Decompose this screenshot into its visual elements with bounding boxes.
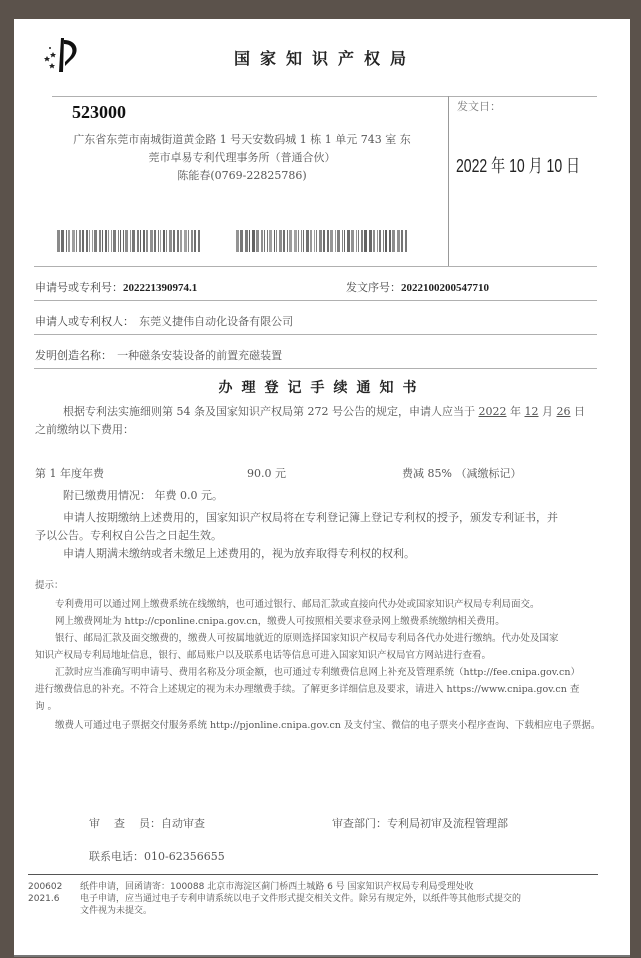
barcode-bar (61, 230, 64, 252)
barcode-bar (267, 230, 268, 252)
barcode-bar (105, 230, 107, 252)
cnipa-logo-icon (41, 34, 91, 74)
barcode-bar (401, 230, 403, 252)
barcode-bar (236, 230, 239, 252)
tip-5: 缴费人可通过电子票据交付服务系统 http://pjonline.cnipa.gov.cn 及支付宝、微信的电子票夹小程序查询、下载相应电子票据。 (55, 720, 601, 731)
row-divider (34, 300, 597, 301)
barcode-bar (306, 230, 309, 252)
barcode-bar (86, 230, 88, 252)
barcode-bar (99, 230, 101, 252)
year-char: 年 (506, 405, 525, 418)
barcode-bar (130, 230, 131, 252)
barcode-bar (194, 230, 196, 252)
barcode-bar (274, 230, 275, 252)
barcode-bar (298, 230, 299, 252)
application-number-row (35, 276, 197, 295)
barcode-bar (289, 230, 292, 252)
barcode-bar (188, 230, 189, 252)
barcode-bar (123, 230, 124, 252)
barcode-bar (198, 230, 200, 252)
barcode-bar (373, 230, 375, 252)
barcode-bar (279, 230, 282, 252)
barcode-bar (405, 230, 407, 252)
barcode-bar (256, 230, 259, 252)
serial-number-label: 发文序号： (346, 281, 401, 294)
paragraph-2: 申请人期满未缴纳或者未缴足上述费用的，视为放弃取得专利权的权利。 (63, 547, 415, 560)
footer-line-2: 电子申请，应当通过电子专利申请系统以电子文件形式提交相关文件。除另有规定外，以纸件等其他形式提交的 (80, 894, 522, 904)
row-divider (34, 334, 597, 335)
barcode-bar (154, 230, 156, 252)
barcode-bar (287, 230, 288, 252)
barcode-bar (76, 230, 77, 252)
fee-item: 第 1 年度年费 (35, 467, 104, 480)
barcode-bar (249, 230, 250, 252)
barcode-bar (351, 230, 354, 252)
barcode-bar (301, 230, 302, 252)
fee-reduction: 费减 85% （减缴标记） (402, 467, 522, 480)
barcode-bar (245, 230, 248, 252)
barcode-bar (158, 230, 159, 252)
barcode-bar (132, 230, 135, 252)
barcode-bar (294, 230, 297, 252)
phone-row (89, 848, 225, 866)
barcode-bar (369, 230, 372, 252)
barcode-bar (79, 230, 81, 252)
barcode-bar (314, 230, 315, 252)
application-number: 202221390974.1 (123, 282, 198, 294)
barcode-bar (337, 230, 340, 252)
invention-title: 一种磁条安装设备的前置充磁装置 (117, 349, 283, 362)
postcode: 523000 (72, 102, 126, 122)
barcode-bar (160, 230, 161, 252)
due-day: 26 (556, 405, 571, 418)
form-version: 2021.6 (28, 894, 60, 904)
barcode-bar (264, 230, 265, 252)
header-divider (52, 96, 597, 97)
barcode-bar (335, 230, 336, 252)
issue-date-label: 发文日： (457, 100, 501, 113)
application-number-label: 申请号或专利号： (35, 281, 123, 294)
barcode-bar (125, 230, 128, 252)
barcode-bar (72, 230, 75, 252)
tip-1: 专利费用可以通过网上缴费系统在线缴纳，也可通过银行、邮局汇款或直接向代办处或国家知识产权局专利局面交。 (55, 599, 540, 610)
barcode-bar (118, 230, 119, 252)
footer-text (80, 881, 600, 917)
barcode-bar (108, 230, 109, 252)
barcode-bar (397, 230, 400, 252)
barcode-bar (68, 230, 70, 252)
due-month: 12 (524, 405, 539, 418)
barcode-bar (330, 230, 333, 252)
barcode-bar (323, 230, 325, 252)
department-row (332, 815, 508, 833)
due-year: 2022 (478, 405, 507, 418)
department-value: 专利局初审及流程管理部 (387, 817, 508, 830)
barcode-bar (377, 230, 378, 252)
barcode-bar (150, 230, 153, 252)
barcode-bar (180, 230, 182, 252)
barcode-bar (252, 230, 255, 252)
barcode-bar (276, 230, 277, 252)
barcode-bar (379, 230, 381, 252)
barcode-bar (358, 230, 359, 252)
barcode-bar (94, 230, 97, 252)
barcode-bar (66, 230, 67, 252)
barcode-bar (283, 230, 285, 252)
examiner-label: 审 查 员： (89, 817, 161, 830)
applicant-label: 申请人或专利权人： (35, 315, 134, 328)
serial-number: 2022100200547710 (401, 282, 489, 294)
barcode-bar (385, 230, 387, 252)
agency-name: 国家知识产权局 (234, 49, 417, 68)
barcode-bar (57, 230, 60, 252)
invention-row (35, 344, 282, 363)
barcode-bar (316, 230, 317, 252)
barcode-bar (143, 230, 145, 252)
row-divider (34, 266, 597, 267)
tip-4-line-3: 询 。 (35, 701, 58, 712)
barcode-bar (319, 230, 322, 252)
barcode-bar (120, 230, 121, 252)
barcode-bar (344, 230, 345, 252)
barcode-bar (146, 230, 148, 252)
barcode-bar (82, 230, 84, 252)
tips-title: 提示： (35, 580, 64, 591)
address-line-1: 广东省东莞市南城街道黄金路 1 号天安数码城 1 栋 1 单元 743 室 东 (73, 133, 411, 146)
intro-text: 根据专利法实施细则第 54 条及国家知识产权局第 272 号公告的规定，申请人应当于 (63, 405, 479, 418)
barcode-bar (191, 230, 193, 252)
day-char: 日 (570, 405, 585, 418)
barcode-bar (327, 230, 329, 252)
row-divider (34, 368, 597, 369)
barcode-bar (177, 230, 179, 252)
applicant-row (35, 310, 293, 329)
barcode-2 (236, 230, 412, 252)
barcode-bar (240, 230, 243, 252)
notice-intro-line2: 之前缴纳以下费用： (35, 423, 134, 436)
month-char: 月 (538, 405, 557, 418)
barcode-bar (89, 230, 90, 252)
phone-value: 010-62356655 (144, 850, 225, 863)
barcode-bar (364, 230, 367, 252)
phone-label: 联系电话： (89, 850, 144, 863)
serial-number-row (346, 276, 489, 295)
barcode-bar (163, 230, 165, 252)
recipient-contact: 陈能春(0769-22825786) (177, 169, 307, 182)
paragraph-1-line-1: 申请人按期缴纳上述费用的，国家知识产权局将在专利登记簿上登记专利权的授予，颁发专利证书，并 (63, 511, 558, 524)
barcode-bar (392, 230, 395, 252)
notice-intro (35, 403, 605, 421)
footer-line-1: 纸件申请，回函请寄：100088 北京市海淀区蓟门桥西土城路 6 号 国家知识产权局专利局受理处收 (80, 882, 474, 892)
barcode-bar (173, 230, 175, 252)
barcode-bar (113, 230, 116, 252)
tip-3-line-1: 银行、邮局汇款及面交缴费的，缴费人可按属地就近的原则选择国家知识产权局专利局各代办处进行缴纳。代办处及国家 (55, 633, 559, 644)
vertical-divider (448, 96, 449, 266)
footer-divider (28, 874, 598, 875)
footer-line-3: 文件视为未提交。 (80, 906, 153, 916)
barcode-bar (261, 230, 263, 252)
footer-codes (28, 881, 62, 905)
tip-4-line-2: 进行缴费信息的补充。不符合上述规定的视为未办理缴费手续。了解更多详细信息及要求，请进入 https://www.cnipa.gov.cn 查 (35, 684, 580, 695)
issue-date: 2022 年 10 月 10 日 (456, 156, 581, 176)
barcode-bar (92, 230, 93, 252)
barcode-bar (303, 230, 304, 252)
barcode-bar (361, 230, 363, 252)
examiner-value: 自动审查 (160, 817, 205, 830)
barcode-bar (342, 230, 343, 252)
barcode-bar (111, 230, 112, 252)
notice-title: 办理登记手续通知书 (218, 380, 426, 396)
barcode-bar (102, 230, 103, 252)
invention-label: 发明创造名称： (35, 349, 112, 362)
barcode-bar (184, 230, 187, 252)
barcode-bar (169, 230, 172, 252)
barcode-bar (383, 230, 384, 252)
form-code: 200602 (28, 882, 63, 892)
tip-4-line-1: 汇款时应当准确写明申请号、费用名称及分项金额，也可通过专利缴费信息网上补充及管理系统（http://fee.cnipa.gov.cn） (55, 667, 580, 678)
tip-2: 网上缴费网址为 http://cponline.cnipa.gov.cn，缴费人可按照相关要求登录网上缴费系统缴纳相关费用。 (55, 616, 505, 627)
barcode-bar (389, 230, 391, 252)
fee-amount: 90.0 元 (247, 467, 286, 480)
barcode-1 (57, 230, 205, 252)
paid-fee-info: 附已缴费用情况： 年费 0.0 元。 (63, 489, 223, 502)
department-label: 审查部门： (332, 817, 387, 830)
tip-3-line-2: 知识产权局专利局地址信息，银行、邮局账户以及联系电话等信息可进入国家知识产权局官方网站进行查看。 (35, 650, 492, 661)
barcode-bar (137, 230, 139, 252)
applicant-name: 东莞义捷伟自动化设备有限公司 (139, 315, 294, 328)
address-line-2: 莞市卓易专利代理事务所（普通合伙） (148, 151, 336, 164)
examiner-row (89, 815, 205, 833)
notice-document (14, 19, 630, 955)
barcode-bar (310, 230, 312, 252)
barcode-bar (166, 230, 167, 252)
barcode-bar (140, 230, 141, 252)
barcode-bar (269, 230, 272, 252)
barcode-bar (356, 230, 357, 252)
barcode-bar (347, 230, 350, 252)
recipient-address (42, 131, 442, 185)
paragraph-1-line-2: 予以公告。专利权自公告之日起生效。 (35, 529, 222, 542)
